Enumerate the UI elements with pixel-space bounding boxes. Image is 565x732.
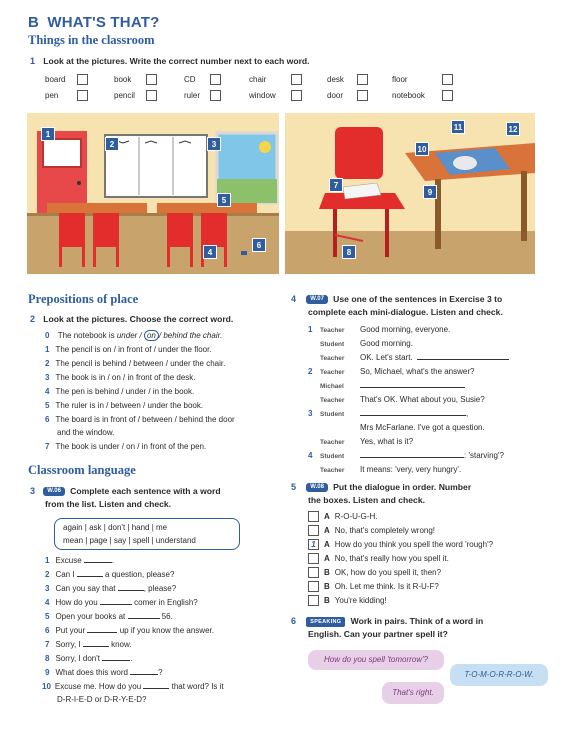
order-box[interactable]: [308, 525, 319, 536]
language-item: 5 Open your books at 56.: [45, 612, 173, 621]
blank[interactable]: [143, 688, 169, 689]
dialogue-line: 2 Teacher So, Michael, what's the answer?: [308, 367, 475, 376]
preposition-item-0: 0 The notebook is under / on / behind the chair.: [45, 331, 223, 340]
speech-bubble: That's right.: [382, 682, 444, 704]
ordering-line: A No, that's completely wrong!: [308, 525, 435, 536]
classroom-picture: [27, 113, 279, 274]
speech-bubble: How do you spell 'tomorrow'?: [308, 650, 444, 670]
answer-box[interactable]: [210, 74, 221, 85]
order-box[interactable]: [308, 511, 319, 522]
blank[interactable]: [118, 590, 144, 591]
order-box[interactable]: [308, 581, 319, 592]
blank[interactable]: [417, 359, 509, 360]
dialogue-line: Teacher OK. Let's start.: [308, 353, 509, 363]
word-item: door: [327, 91, 344, 100]
order-box[interactable]: [308, 595, 319, 606]
picture-marker: 8: [342, 245, 356, 259]
preposition-item-continued: and the window.: [57, 428, 115, 437]
instruction-text: Look at the pictures. Write the correct number next to each word.: [43, 56, 310, 66]
dialogue-line: Teacher That's OK. What about you, Susie?: [320, 395, 485, 404]
audio-badge[interactable]: W.06: [43, 487, 65, 496]
answer-box[interactable]: [442, 74, 453, 85]
exercise-3-instruction-continued: from the list. Listen and check.: [45, 499, 172, 509]
exercise-5-instruction-continued: the boxes. Listen and check.: [308, 495, 426, 505]
section-subtitle: Things in the classroom: [28, 33, 155, 47]
picture-marker: 5: [217, 193, 231, 207]
word-item: book: [114, 75, 132, 84]
speaking-badge: SPEAKING: [306, 617, 345, 628]
language-item: 3 Can you say that , please?: [45, 584, 177, 593]
exercise-3-instruction: 3 W.06 Complete each sentence with a word: [30, 486, 221, 496]
exercise-5-instruction: 5 W.08 Put the dialogue in order. Number: [291, 482, 472, 492]
picture-marker: 1: [41, 127, 55, 141]
dialogue-line: 1 Teacher Good morning, everyone.: [308, 325, 451, 334]
chair-picture: [285, 113, 535, 274]
picture-marker: 6: [252, 238, 266, 252]
preposition-item: 3 The book is in / on / in front of the desk.: [45, 373, 196, 382]
word-item: window: [249, 91, 276, 100]
answer-box[interactable]: [357, 90, 368, 101]
word-item: pencil: [114, 91, 135, 100]
exercise-1-instruction: [30, 56, 310, 67]
preposition-item: 5 The ruler is in / between / under the book.: [45, 401, 204, 410]
ordering-line: B You're kidding!: [308, 595, 387, 606]
blank[interactable]: [100, 604, 132, 605]
word-list-row: again | ask | don't | hand | me: [63, 523, 168, 532]
ordering-line: A R-O-U-G-H.: [308, 511, 377, 522]
answer-box[interactable]: [146, 74, 157, 85]
word-item: ruler: [184, 91, 201, 100]
chair-illustration: [285, 113, 535, 274]
answer-box[interactable]: [146, 90, 157, 101]
word-item: CD: [184, 75, 196, 84]
preposition-item: 6 The board is in front of / between / behind the door: [45, 415, 235, 424]
word-item: notebook: [392, 91, 425, 100]
exercise-2-instruction: 2 Look at the pictures. Choose the correct word.: [30, 314, 234, 324]
word-item: floor: [392, 75, 408, 84]
picture-marker: 3: [207, 137, 221, 151]
dialogue-line: Student Good morning.: [320, 339, 413, 348]
order-box[interactable]: [308, 553, 319, 564]
dialogue-line: Teacher Yes, what is it?: [320, 437, 414, 446]
language-item: 6 Put your up if you know the answer.: [45, 626, 214, 635]
preposition-item: 2 The pencil is behind / between / under the chair.: [45, 359, 226, 368]
ordering-line: 1 A How do you think you spell the word 'rough'?: [308, 539, 493, 550]
answer-box[interactable]: [77, 74, 88, 85]
exercise-4-instruction: 4 W.07 Use one of the sentences in Exercise 3 to: [291, 294, 503, 304]
section-letter: B: [28, 14, 40, 31]
audio-badge[interactable]: W.08: [306, 483, 328, 492]
blank[interactable]: [77, 576, 103, 577]
answer-box[interactable]: [291, 74, 302, 85]
dialogue-line: Mrs McFarlane. I've got a question.: [360, 423, 485, 432]
blank[interactable]: [102, 660, 130, 661]
blank[interactable]: [87, 632, 117, 633]
word-item: pen: [45, 91, 59, 100]
word-list-row: mean | page | say | spell | understand: [63, 536, 196, 545]
exercise-4-instruction-continued: complete each mini-dialogue. Listen and check.: [308, 307, 503, 317]
exercise-6-instruction: 6 SPEAKING Work in pairs. Think of a word in: [291, 616, 484, 626]
picture-marker: 11: [451, 120, 465, 134]
audio-badge[interactable]: W.07: [306, 295, 328, 304]
word-item: board: [45, 75, 66, 84]
picture-marker: 2: [105, 137, 119, 151]
preposition-item: 4 The pen is behind / under / in the book.: [45, 387, 195, 396]
answer-box[interactable]: [291, 90, 302, 101]
answer-box[interactable]: [77, 90, 88, 101]
section-title: [28, 14, 159, 32]
prepositions-heading: Prepositions of place: [28, 292, 139, 306]
language-item: 8 Sorry, I don't .: [45, 654, 133, 663]
circled-answer: on: [144, 330, 159, 341]
section-name: WHAT'S THAT?: [47, 14, 160, 31]
blank[interactable]: [360, 387, 465, 388]
language-item: 2 Can I a question, please?: [45, 570, 175, 579]
language-item: 1 Excuse .: [45, 556, 115, 565]
picture-marker: 10: [415, 142, 429, 156]
language-item-continued: D-R-I-E-D or D-R-Y-E-D?: [57, 695, 147, 704]
answer-box[interactable]: [442, 90, 453, 101]
language-item: 4 How do you comer in English?: [45, 598, 198, 607]
classroom-language-heading: Classroom language: [28, 463, 136, 477]
classroom-illustration: [27, 113, 279, 274]
blank[interactable]: [360, 415, 466, 416]
answer-box[interactable]: [210, 90, 221, 101]
exercise-number: 1: [30, 56, 36, 66]
picture-marker: 12: [506, 122, 520, 136]
dialogue-line: 3 Student ,: [308, 409, 469, 418]
picture-marker: 9: [423, 185, 437, 199]
blank[interactable]: [128, 618, 160, 619]
word-item: desk: [327, 75, 344, 84]
speech-bubble: T-O-M-O-R-R-O-W.: [450, 664, 548, 686]
language-item: 7 Sorry, I know.: [45, 640, 132, 649]
language-item: 10 Excuse me. How do you that word? Is it: [42, 682, 224, 691]
ordering-line: B Oh. Let me think. Is it R-U-F?: [308, 581, 439, 592]
picture-marker: 4: [203, 245, 217, 259]
blank[interactable]: [84, 562, 112, 563]
language-item: 9 What does this word ?: [45, 668, 163, 677]
dialogue-line: Michael: [308, 381, 465, 391]
blank[interactable]: [130, 674, 158, 675]
dialogue-line: Teacher It means: 'very, very hungry'.: [320, 465, 462, 474]
exercise-6-instruction-continued: English. Can your partner spell it?: [308, 629, 448, 639]
blank[interactable]: [83, 646, 109, 647]
preposition-item: 1 The pencil is on / in front of / under the floor.: [45, 345, 212, 354]
dialogue-line: 4 Student : 'starving'?: [308, 451, 504, 460]
word-item: chair: [249, 75, 267, 84]
order-box[interactable]: 1: [308, 539, 319, 550]
order-box[interactable]: [308, 567, 319, 578]
answer-box[interactable]: [357, 74, 368, 85]
picture-marker: 7: [329, 178, 343, 192]
blank[interactable]: [360, 457, 464, 458]
ordering-line: B OK, how do you spell it, then?: [308, 567, 441, 578]
preposition-item: 7 The book is under / on / in front of the pen.: [45, 442, 207, 451]
ordering-line: A No, that's really how you spell it.: [308, 553, 449, 564]
